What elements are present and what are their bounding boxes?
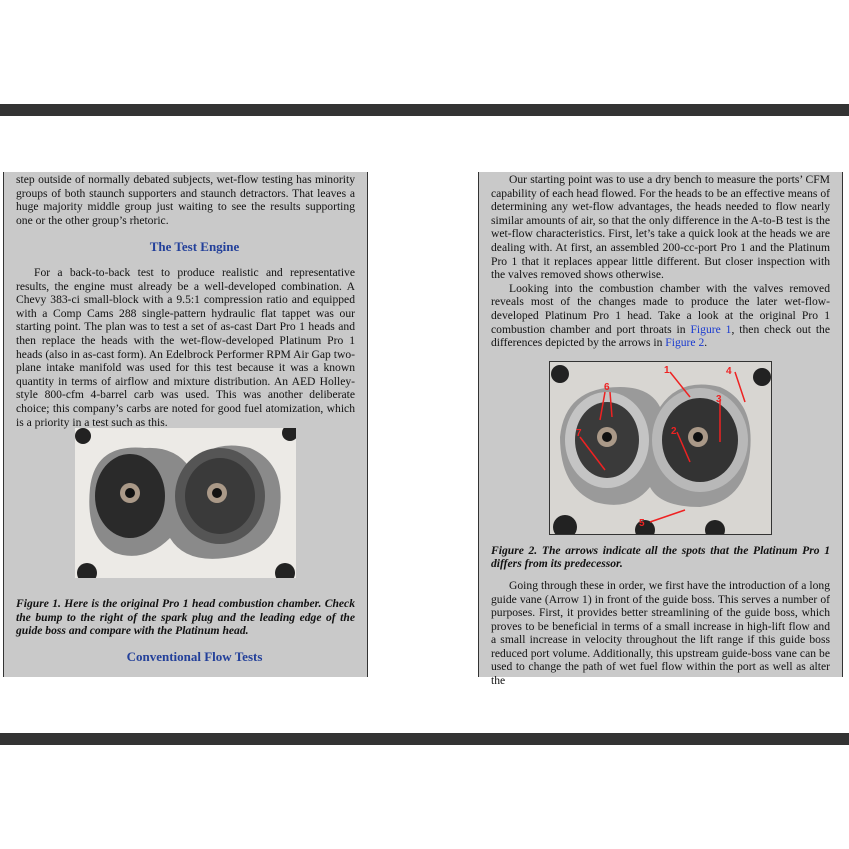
arrow-label-7: 7	[576, 428, 582, 439]
arrow-label-4: 4	[726, 366, 732, 377]
arrow-label-3: 3	[716, 394, 722, 405]
figure-1-image	[75, 428, 296, 578]
text: Looking into the combustion chamber with the valves removed reveals most of the changes made to produce the later wet-flow-developed Platinum Pro 1 head. Take a look at the original Pro 1 combustion chamber and port throats in	[491, 281, 830, 336]
paragraph: Our starting point was to use a dry bench to measure the ports’ CFM capability of each head flowed. For the heads to be an effective means of determining any wet-flow advantages, the heads needed to flow nearly similar amounts of air, so that the only difference in the A-to-B test is the wet-flow characteristics. First, let’s take a quick look at the heads we are dealing with. At first, an assembled 200-cc-port Pro 1 and the Platinum Pro 1 that it replaces appear little different. But closer inspection with the valves removed shows otherwise.	[491, 173, 831, 282]
section-heading: The Test Engine	[149, 239, 240, 255]
text: , then check out the differences depicted by the arrows in	[491, 322, 830, 350]
section-heading: Conventional Flow Tests	[126, 648, 263, 664]
arrow-label-6: 6	[604, 382, 610, 393]
left-page	[3, 172, 368, 677]
paragraph	[491, 282, 830, 350]
figure-caption: Figure 2. The arrows indicate all the spots that the Platinum Pro 1 differs from its predecessor.	[491, 543, 830, 571]
figure-caption: Figure 1. Here is the original Pro 1 head combustion chamber. Check the bump to the right of the spark plug and the leading edge of the guide boss and compare with the Platinum head.	[16, 597, 355, 638]
paragraph: step outside of normally debated subjects, wet-flow testing has minority groups of both staunch supporters and staunch detractors. That leaves a huge majority middle group just waiting to see the results supporting one or the other group’s rhetoric.	[16, 173, 355, 227]
arrow-label-1: 1	[664, 365, 670, 376]
arrow-label-2: 2	[671, 426, 677, 437]
figure-2-link[interactable]: Figure 2	[665, 336, 705, 350]
top-divider-bar	[0, 104, 849, 116]
figure-1-link[interactable]: Figure 1	[690, 322, 732, 336]
paragraph: Going through these in order, we first have the introduction of a long guide vane (Arrow 1) in front of the guide boss. This serves a number of purposes. First, it provides better streamlining of the guide boss, which proves to be beneficial in terms of a small increase in high-lift flow and a small increase in velocity throughout the lift range if this guide boss reduced port volume. Additionally, this upstream guide-boss vane can be used to change the path of wet fuel flow within the port as well as alter the	[491, 578, 830, 688]
paragraph: For a back-to-back test to produce realistic and representative results, the engine must already be a well-developed combination. A Chevy 383-ci small-block with a 9.5:1 compression ratio and equipped with a Comp Cams 288 single-pattern hydraulic flat tappet was our starting point. The plan was to test a set of as-cast Dart Pro 1 heads and then replace the heads with the wet-flow-developed Platinum Pro 1 heads (also in as-cast form). An Edelbrock Performer RPM Air Gap two-plane intake manifold was used for this test because it was a known quantity in terms of airflow and mixture distribution. An AED Holley-style 800-cfm 4-barrel carb was used. This was another deliberate choice; this company’s carbs are noted for good fuel atomization, which is a priority in a test such as this.	[16, 265, 355, 429]
bottom-divider-bar	[0, 733, 849, 745]
text: .	[704, 336, 708, 350]
figure-2-image	[549, 361, 772, 535]
arrow-label-5: 5	[639, 518, 645, 529]
